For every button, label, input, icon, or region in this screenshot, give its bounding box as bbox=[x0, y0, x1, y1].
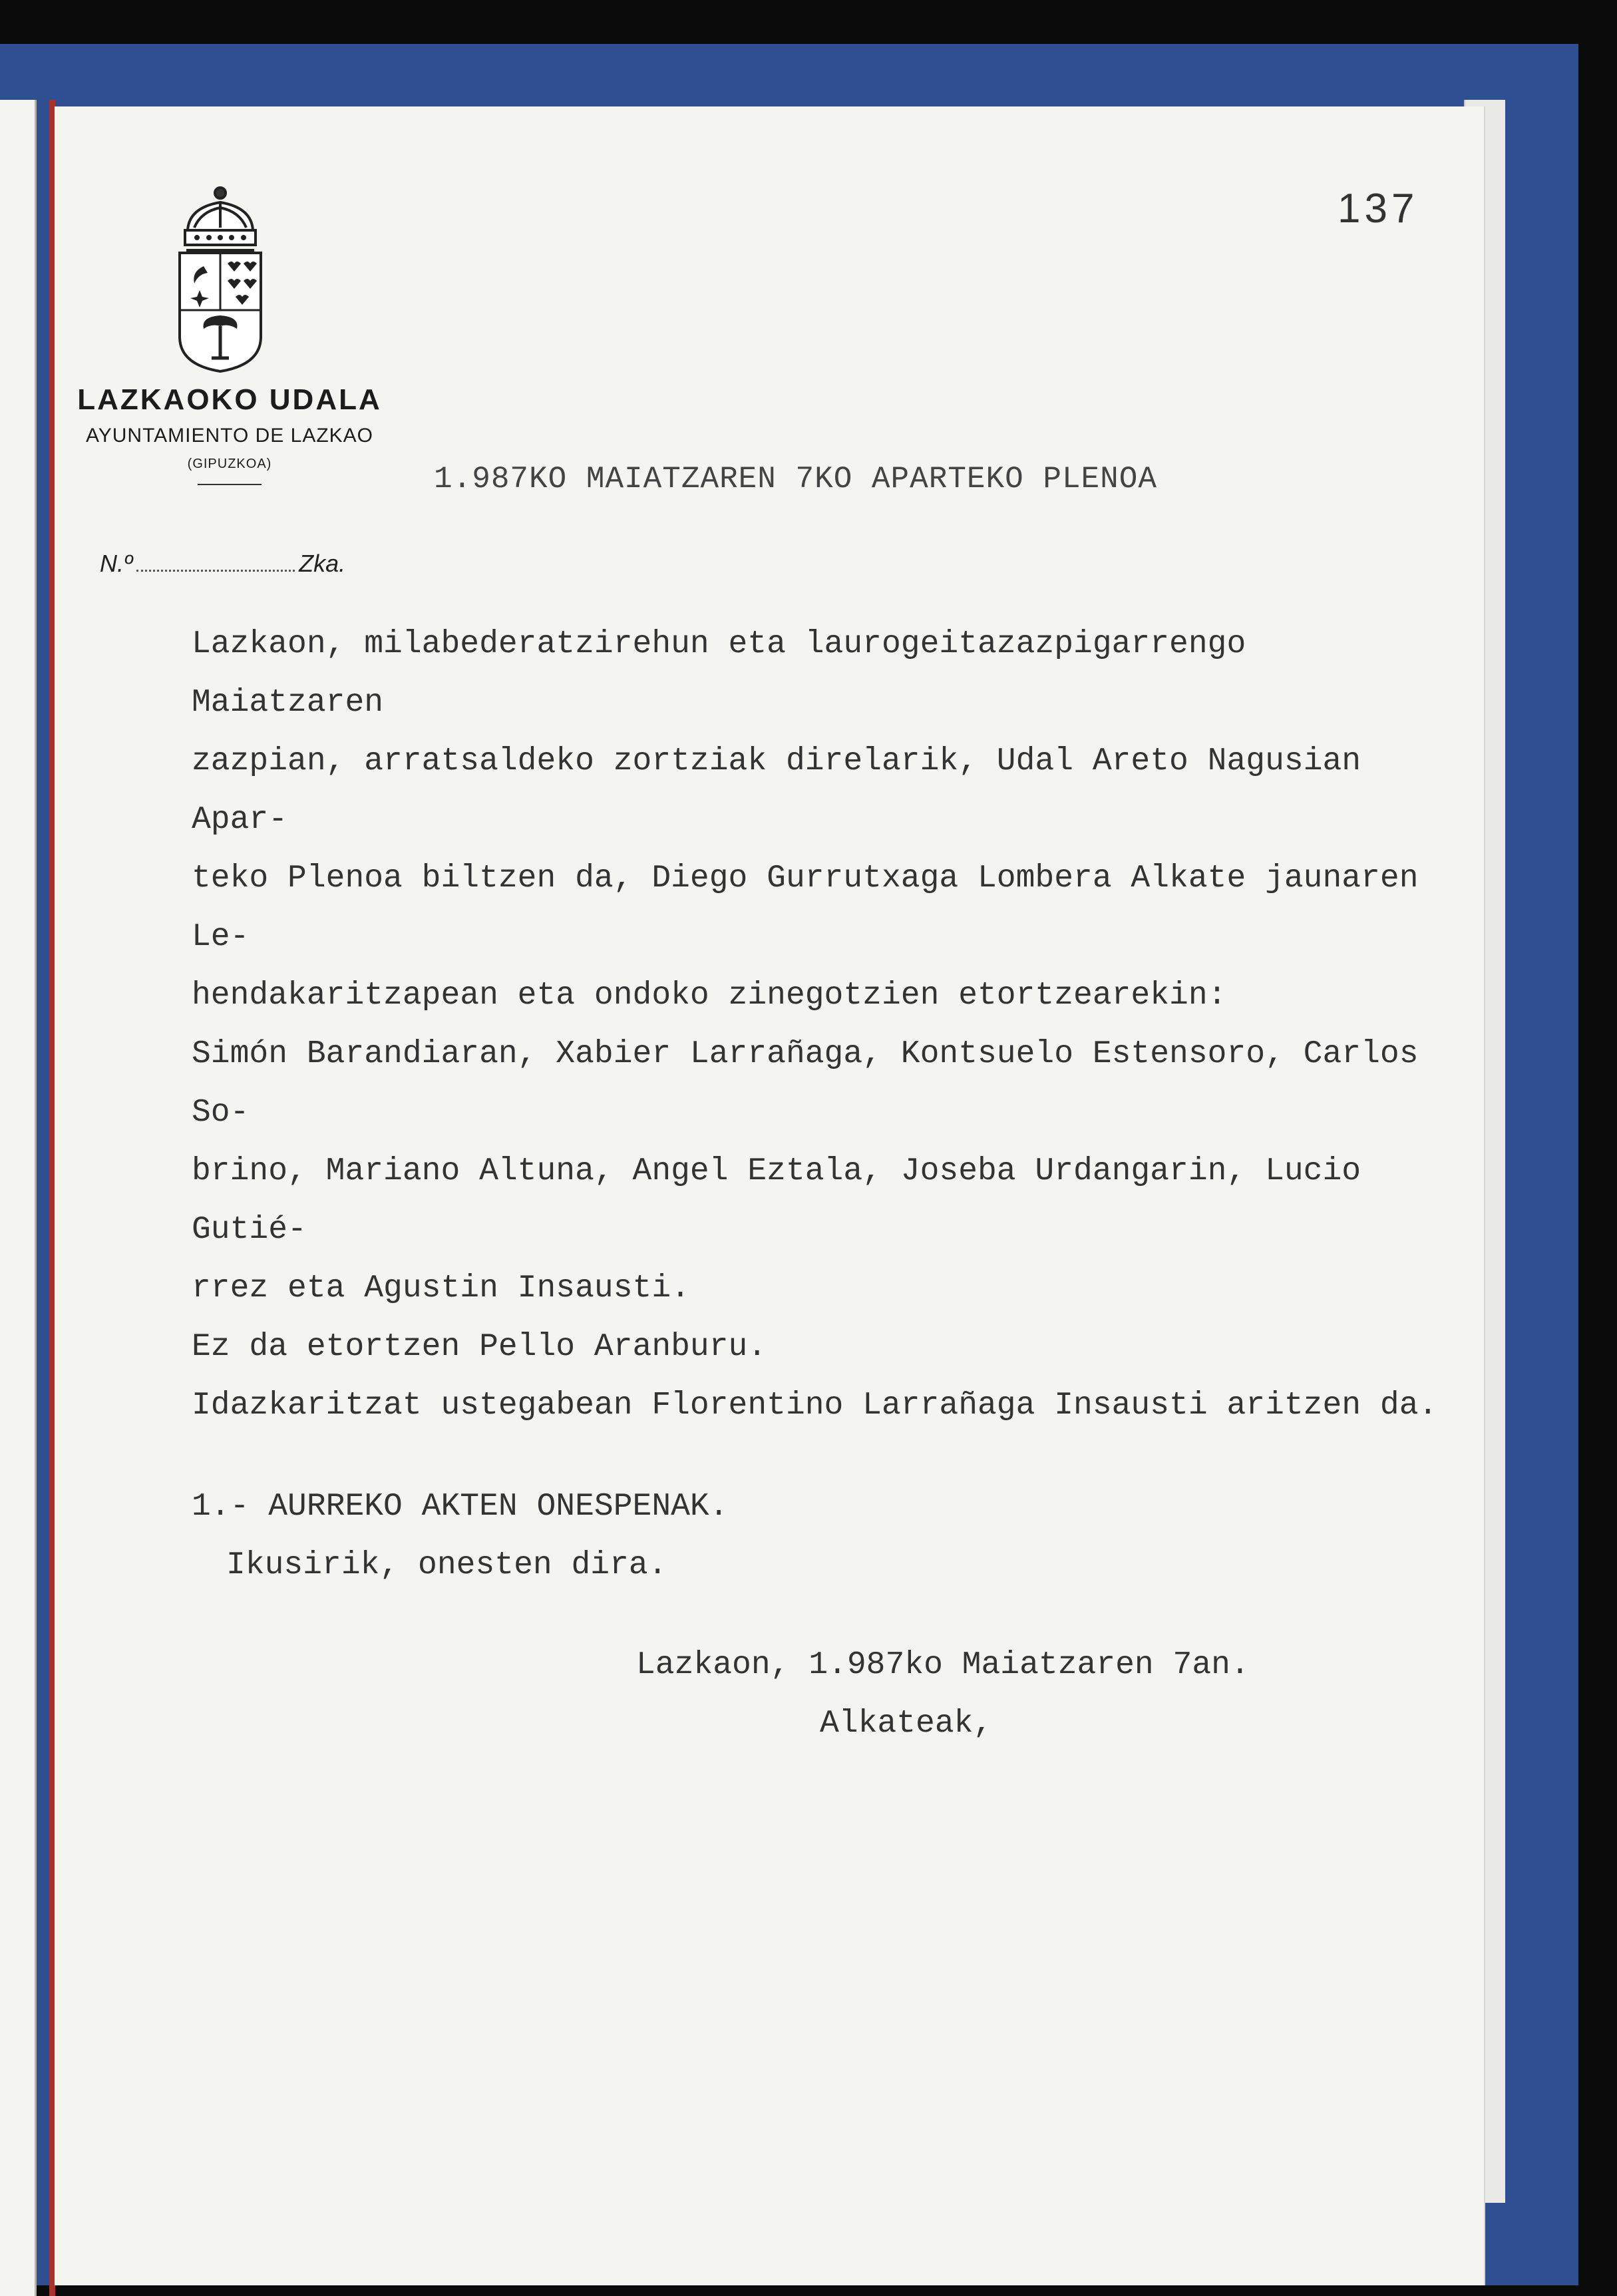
left-page-edge bbox=[0, 100, 37, 2296]
absent-line: Ez da etortzen Pello Aranburu. bbox=[192, 1329, 767, 1365]
opening-line: teko Plenoa biltzen da, Diego Gurrutxaga Lombera Alkate jaunaren Le- bbox=[192, 861, 1419, 955]
signer: Alkateak, bbox=[820, 1706, 993, 1742]
agenda-item-body: Ikusirik, onesten dira. bbox=[226, 1547, 667, 1583]
letterhead-divider bbox=[198, 484, 262, 485]
reference-blank bbox=[136, 570, 295, 572]
reference-suffix: Zka. bbox=[299, 550, 346, 577]
document-title: 1.987KO MAIATZAREN 7KO APARTEKO PLENOA bbox=[434, 462, 1157, 496]
opening-line: hendakaritzapean eta ondoko zinegotzien etortzearekin: bbox=[192, 978, 1227, 1014]
attendee-line: brino, Mariano Altuna, Angel Eztala, Joseba Urdangarin, Lucio Gutié- bbox=[192, 1153, 1361, 1248]
municipality-name: LAZKAOKO UDALA bbox=[77, 383, 382, 416]
municipality-letterhead bbox=[73, 383, 386, 485]
municipality-province: (GIPUZKOA) bbox=[187, 457, 272, 471]
minutes-body bbox=[192, 615, 1456, 1753]
municipality-subtitle: AYUNTAMIENTO DE LAZKAO bbox=[85, 425, 374, 447]
page-number: 137 bbox=[1338, 186, 1419, 232]
reference-prefix: N.º bbox=[100, 550, 133, 577]
opening-line: zazpian, arratsaldeko zortziak direlarik, Udal Areto Nagusian Apar- bbox=[192, 743, 1361, 838]
agenda-item-heading: 1.- AURREKO AKTEN ONESPENAK. bbox=[192, 1489, 729, 1525]
reference-number-line bbox=[100, 550, 345, 578]
coat-of-arms-icon bbox=[174, 184, 266, 373]
opening-line: Lazkaon, milabederatzirehun eta laurogeitazazpigarrengo Maiatzaren bbox=[192, 626, 1246, 721]
place-date: Lazkaon, 1.987ko Maiatzaren 7an. bbox=[636, 1647, 1250, 1683]
attendee-line: Simón Barandiaran, Xabier Larrañaga, Kontsuelo Estensoro, Carlos So- bbox=[192, 1036, 1419, 1131]
secretary-line: Idazkaritzat ustegabean Florentino Larrañaga Insausti aritzen da. bbox=[192, 1388, 1438, 1424]
attendee-line: rrez eta Agustin Insausti. bbox=[192, 1270, 690, 1306]
